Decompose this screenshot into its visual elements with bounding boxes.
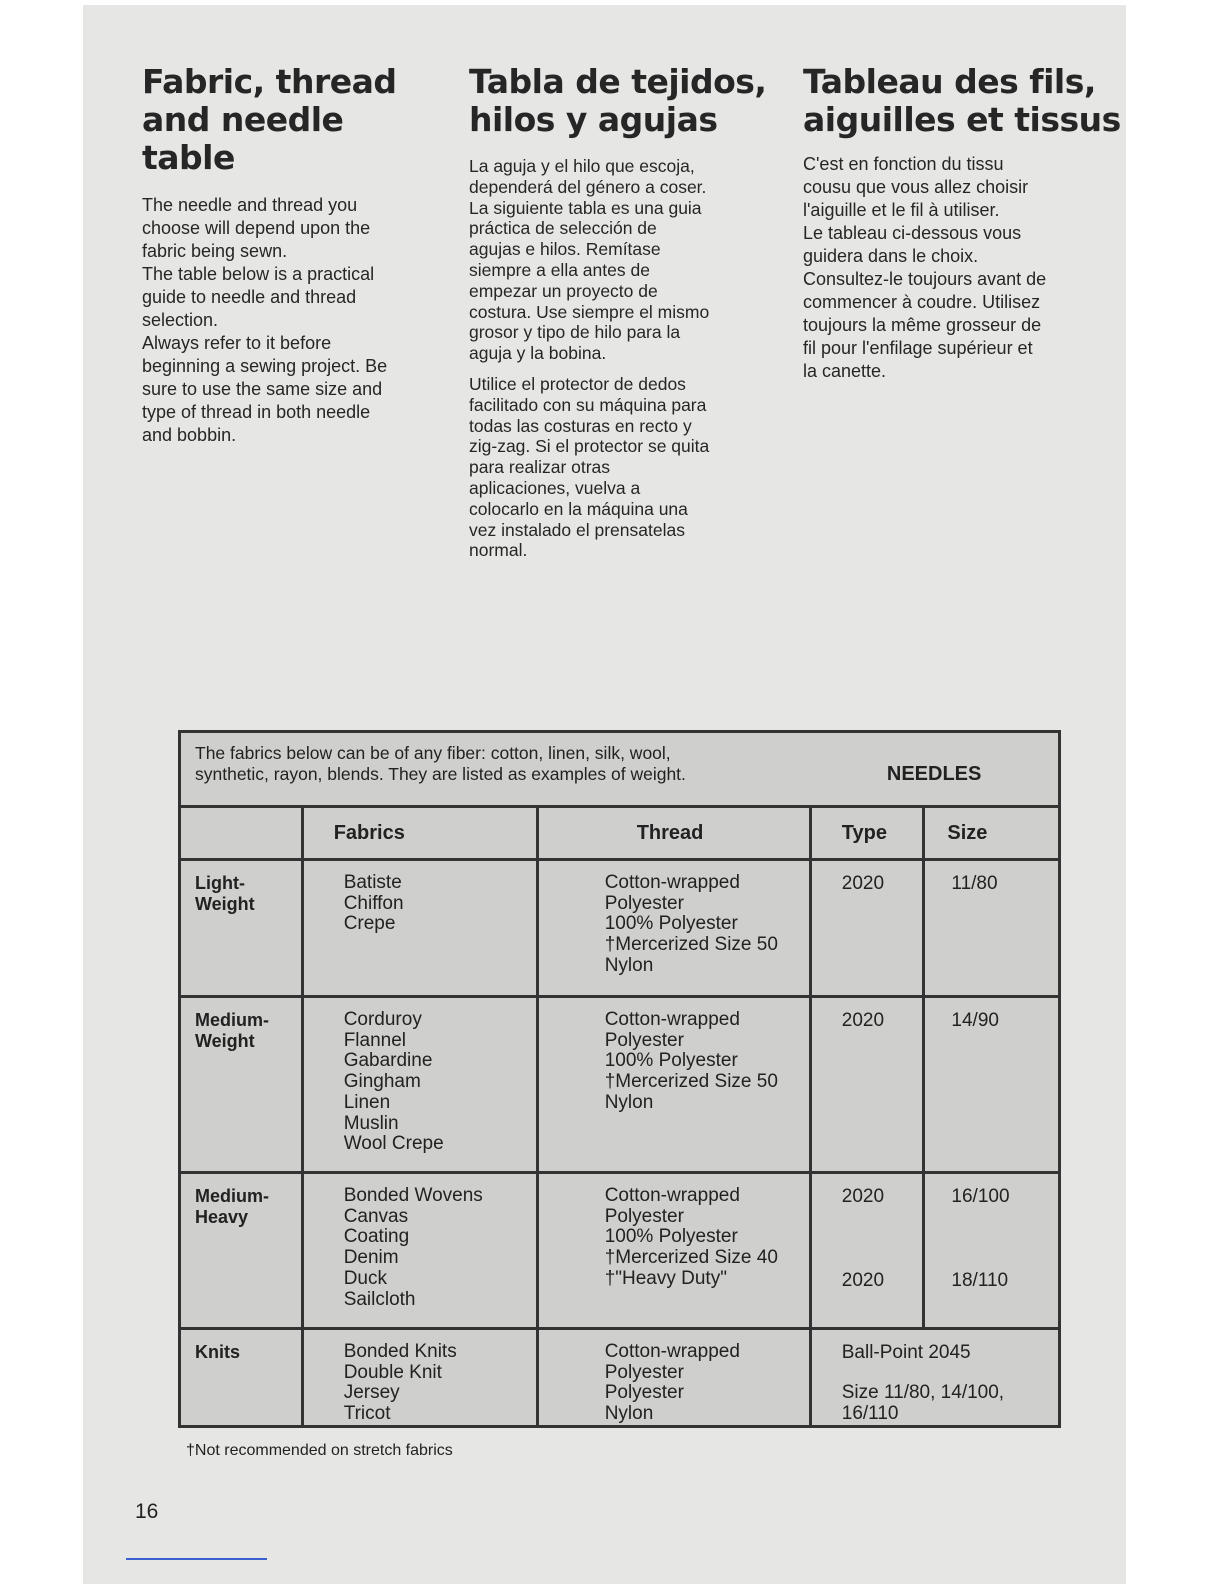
row-needle-size: 14/90 (924, 997, 1060, 1173)
header-blank (180, 807, 303, 860)
footnote: †Not recommended on stretch fabrics (186, 1442, 453, 1459)
needle-size-second: 18/110 (951, 1270, 1009, 1291)
row-category: Medium- Weight (180, 997, 303, 1173)
spanish-title-line1: Tabla de tejidos, (469, 62, 767, 101)
row-needle-size (924, 1173, 1060, 1329)
table-row (180, 997, 1060, 1173)
spanish-title-line2: hilos y agujas (469, 100, 718, 139)
row-thread: Cotton-wrapped Polyester 100% Polyester †Mercerized Size 40 †"Heavy Duty" (537, 1173, 810, 1329)
row-needle-type: 2020 (810, 860, 924, 997)
needle-type-second: 2020 (841, 1270, 885, 1291)
row-fabrics: Corduroy Flannel Gabardine Gingham Linen Muslin Wool Crepe (302, 997, 537, 1173)
table-header-row (180, 807, 1060, 860)
english-column (142, 63, 442, 447)
page-number: 16 (135, 1500, 159, 1523)
fabric-thread-needle-table (178, 730, 1061, 1428)
english-title (142, 63, 442, 177)
needle-sizes: Size 11/80, 14/100, 16/110 (841, 1382, 1005, 1424)
french-title-line2: aiguilles et tissus (803, 100, 1121, 139)
link-underline (126, 1558, 267, 1560)
table-row (180, 1329, 1060, 1427)
table-row (180, 1173, 1060, 1329)
row-category: Medium- Heavy (180, 1173, 303, 1329)
manual-page (83, 5, 1126, 1584)
row-fabrics: Bonded Wovens Canvas Coating Denim Duck Sailcloth (302, 1173, 537, 1329)
row-needle-info (810, 1329, 1059, 1427)
french-column (803, 63, 1123, 383)
table-intro-text: The fabrics below can be of any fiber: cotton, linen, silk, wool, synthetic, rayon, blends. They are listed as examples of weight. (180, 732, 811, 807)
table-intro-row (180, 732, 1060, 807)
table-row (180, 860, 1060, 997)
header-fabrics: Fabrics (302, 807, 537, 860)
needles-header: NEEDLES (810, 732, 1059, 807)
row-needle-type: 2020 (810, 997, 924, 1173)
needle-type-ballpoint: Ball-Point 2045 (841, 1342, 971, 1363)
spanish-body: La aguja y el hilo que escoja, dependerá del género a coser. La siguiente tabla es una guia práctica de selección de agujas e hilos. Remítase siempre a ella antes de empezar un proyecto de costura. Use siempre el mismo grosor y tipo de hilo para la aguja y la bobina. (469, 156, 710, 364)
french-title (803, 63, 1123, 139)
header-size: Size (924, 807, 1060, 860)
needle-type-first: 2020 (841, 1186, 885, 1207)
spanish-column (469, 63, 779, 561)
row-thread: Cotton-wrapped Polyester Polyester Nylon (537, 1329, 810, 1427)
row-needle-type (810, 1173, 924, 1329)
french-body: C'est en fonction du tissu cousu que vous allez choisir l'aiguille et le fil à utiliser. Le tableau ci-dessous vous guidera dans le choix. Consultez-le toujours avant de commencer à coudre. Utilisez toujours la même grosseur de fil pour l'enfilage supérieur et la canette. (803, 154, 1047, 381)
header-thread: Thread (537, 807, 810, 860)
english-title-line1: Fabric, thread (142, 62, 397, 101)
english-body: The needle and thread you choose will depend upon the fabric being sewn. The table below is a practical guide to needle and thread selection. Always refer to it before beginning a sewing project. Be sure to use the same size and type of thread in both needle and bobbin. (142, 195, 388, 445)
spanish-body-2: Utilice el protector de dedos facilitado con su máquina para todas las costuras en recto y zig-zag. Si el protector se quita para realizar otras aplicaciones, vuelva a colocarlo en la máquina una vez instalado el prensatelas normal. (469, 373, 710, 561)
row-category: Light- Weight (180, 860, 303, 997)
english-title-line2: and needle table (142, 100, 344, 177)
spanish-title (469, 63, 779, 139)
row-category: Knits (180, 1329, 303, 1427)
row-fabrics: Batiste Chiffon Crepe (302, 860, 537, 997)
row-needle-size: 11/80 (924, 860, 1060, 997)
needle-size-first: 16/100 (951, 1186, 1010, 1207)
row-thread: Cotton-wrapped Polyester 100% Polyester †Mercerized Size 50 Nylon (537, 997, 810, 1173)
row-fabrics: Bonded Knits Double Knit Jersey Tricot (302, 1329, 537, 1427)
header-type: Type (810, 807, 924, 860)
french-title-line1: Tableau des fils, (803, 62, 1096, 101)
row-thread: Cotton-wrapped Polyester 100% Polyester †Mercerized Size 50 Nylon (537, 860, 810, 997)
